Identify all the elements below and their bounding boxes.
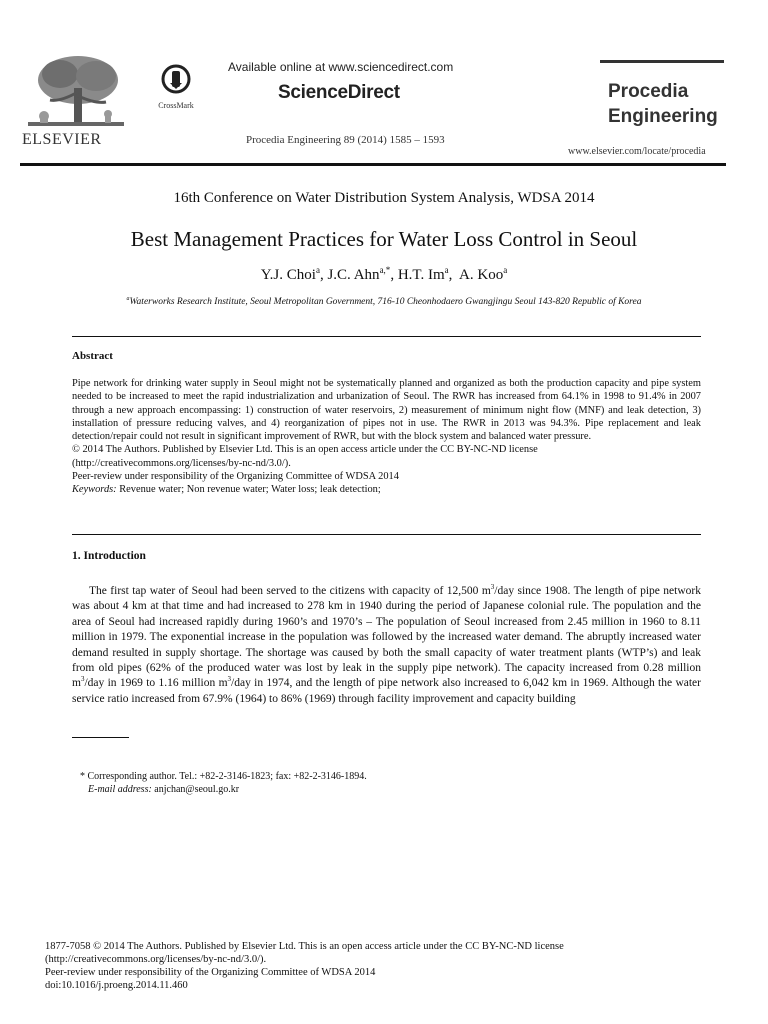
abstract-license-link[interactable]: (http://creativecommons.org/licenses/by-nc-nd/3.0/). xyxy=(72,457,291,469)
affiliation-sup: a xyxy=(126,296,130,302)
footnote-rule xyxy=(72,737,129,738)
keywords xyxy=(72,483,701,496)
abstract-block xyxy=(72,377,701,497)
journal-name-line1: Procedia xyxy=(608,81,689,102)
affiliation-text: Waterworks Research Institute, Seoul Metropolitan Government, 716-10 Cheonhodaero Gwangjingu Seoul 143-820 Republic of Korea xyxy=(129,297,642,308)
keywords-label: Keywords: xyxy=(72,484,117,496)
footer-license-link[interactable]: (http://creativecommons.org/licenses/by-nc-nd/3.0/). xyxy=(45,954,267,965)
corresponding-author: * Corresponding author. Tel.: +82-2-3146-1823; fax: +82-2-3146-1894. xyxy=(80,771,367,782)
intro-sup-3: 3 xyxy=(227,675,232,684)
abstract-body: Pipe network for drinking water supply in Seoul might not be systematically planned and organized as both the production capacity and pipe system needed to be increased to meet the rapid industrialization and urbanization of Seoul. The RWR has increased from 64.1% in 1998 to 91.4% in 2007 through a new approach encompassing: 1) construction of water reservoirs, 2) measurement of minimum night flow (MNF) and leak detection, 3) installation of pressure reducing valves, and 4) reorganization of pipes not in use. The RWR in 2013 was 94.3%. Pipe replacement and leak detection/repair could not result in significant improvement of RWR, but with the block system and balanced water pressure. xyxy=(72,378,701,443)
intro-sup-2: 3 xyxy=(80,675,85,684)
footer-peer-review: Peer-review under responsibility of the Organizing Committee of WDSA 2014 xyxy=(45,967,376,978)
footer-doi[interactable]: doi:10.1016/j.proeng.2014.11.460 xyxy=(45,980,188,991)
author-name: Y.J. Choi xyxy=(260,267,316,283)
paper-title: Best Management Practices for Water Loss Control in Seoul xyxy=(130,227,638,251)
abstract-copyright: © 2014 The Authors. Published by Elsevier Ltd. This is an open access article under the CC BY-NC-ND license xyxy=(72,444,538,456)
author-sup: a xyxy=(315,265,320,275)
author-list: Y.J. Choi$^a$, J.C. Ahn$^{a,*}$, H.T. Im$^a$, A. Koo$^a$ xyxy=(260,265,508,283)
intro-text-1: The first tap water of Seoul had been served to the citizens with capacity of 12,500 m xyxy=(89,585,491,597)
author-name: A. Koo xyxy=(459,267,504,283)
author-sup: a xyxy=(444,265,449,275)
crossmark-badge[interactable] xyxy=(156,64,196,110)
author-name: J.C. Ahn xyxy=(327,267,380,283)
sciencedirect-logo[interactable]: ScienceDirect xyxy=(278,82,400,103)
abstract-peer-review: Peer-review under responsibility of the Organizing Committee of WDSA 2014 xyxy=(72,471,399,483)
email-address[interactable]: anjchan@seoul.go.kr xyxy=(151,784,240,795)
intro-sup-1: 3 xyxy=(490,583,495,592)
header-rule xyxy=(20,163,726,166)
intro-text-4: /day in 1974, and the length of pipe network also increased to 6,042 km in 1969. Although the water service ratio increased from 67.9% (1964) to 86% (1969) through facility improvement and capacity building xyxy=(72,677,701,705)
publisher-name: ELSEVIER xyxy=(22,131,102,148)
author-sup: a xyxy=(503,265,508,275)
crossmark-label: CrossMark xyxy=(158,101,194,110)
author-email xyxy=(80,783,367,796)
available-online[interactable]: Available online at www.sciencedirect.com xyxy=(228,60,454,74)
introduction-paragraph xyxy=(72,584,701,707)
footnote xyxy=(80,770,367,796)
page-footer xyxy=(45,940,564,992)
abstract-heading: Abstract xyxy=(72,350,113,362)
email-label: E-mail address: xyxy=(88,784,152,795)
abstract-top-rule xyxy=(72,336,701,337)
keywords-text: Revenue water; Non revenue water; Water loss; leak detection; xyxy=(116,484,381,496)
affiliation xyxy=(0,296,768,307)
author-name: H.T. Im xyxy=(397,267,445,283)
abstract-bottom-rule xyxy=(72,534,701,535)
journal-citation: Procedia Engineering 89 (2014) 1585 – 1593 xyxy=(246,134,445,146)
conference-name: 16th Conference on Water Distribution System Analysis, WDSA 2014 xyxy=(173,190,595,206)
footer-copyright: 1877-7058 © 2014 The Authors. Published by Elsevier Ltd. This is an open access article under the CC BY-NC-ND license xyxy=(45,941,564,952)
journal-url[interactable]: www.elsevier.com/locate/procedia xyxy=(568,146,706,157)
crossmark-icon xyxy=(161,64,191,94)
journal-brand xyxy=(600,60,724,133)
intro-text-2: /day since 1908. The length of pipe network was about 4 km at that time and had increased to 278 km in 1940 during the period of Japanese colonial rule. The population and the area of Seoul had increased rapidly during 1960’s and 1970’s – The population of Seoul increased from 2.45 million in 1960 to 8.11 million in 1979. The exponential increase in the population was followed by the increased water demand. The abruptly increased water demand resulted in supply shortage. The shortage was caused by both the small capacity of water treatment plants (WTP’s) and leak from old pipes (62% of the produced water was lost by leak in the supply pipe network). The capacity increased from 0.28 million m xyxy=(72,585,701,690)
author-sup: a,* xyxy=(379,265,391,275)
journal-name-line2: Engineering xyxy=(608,106,718,127)
intro-text-3: /day in 1969 to 1.16 million m xyxy=(84,677,228,690)
section-heading-introduction: 1. Introduction xyxy=(72,550,146,562)
